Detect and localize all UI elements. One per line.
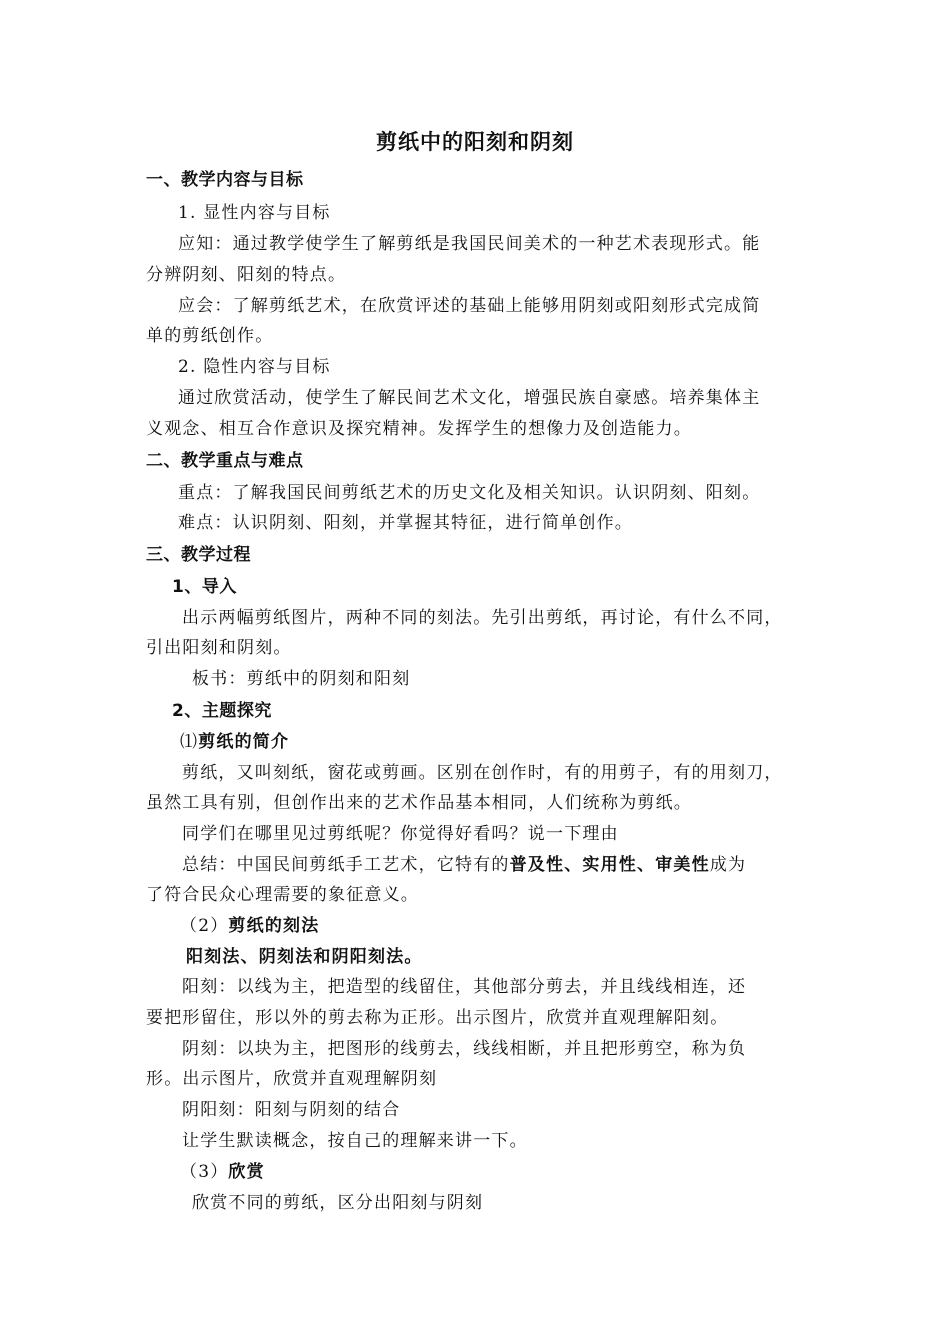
paragraph-intro-line1: 出示两幅剪纸图片，两种不同的刻法。先引出剪纸，再讨论，有什么不同，: [182, 608, 783, 628]
part-2-title: [180, 912, 840, 940]
paragraph-zhongdian: 重点：了解我国民间剪纸艺术的历史文化及相关知识。认识阴刻、阳刻。: [178, 483, 761, 503]
paragraph-summary-line1: [182, 851, 842, 879]
paragraph-question: 同学们在哪里见过剪纸呢？你觉得好看吗？说一下理由: [182, 824, 619, 844]
methods-heading: 阳刻法、阴刻法和阴阳刻法。: [186, 947, 423, 967]
part-3-title: [180, 1158, 840, 1186]
paragraph-hidden-line2: 义观念、相互合作意识及探究精神。发挥学生的想像力及创造能力。: [146, 419, 692, 439]
part-2-number: （2）: [180, 916, 229, 936]
part-1-title: [180, 728, 840, 756]
subsection-2-title: 2. 隐性内容与目标: [178, 357, 331, 377]
step-2-title: 2、主题探究: [172, 701, 272, 721]
part-3-label: 欣赏: [228, 1162, 265, 1182]
paragraph-yingzhi-line2: 分辨阴刻、阳刻的特点。: [146, 265, 347, 285]
subsection-1-title: 1. 显性内容与目标: [178, 203, 331, 223]
summary-text-pre: 总结：中国民间剪纸手工艺术，它特有的: [182, 855, 510, 875]
paragraph-read: 让学生默读概念，按自己的理解来讲一下。: [182, 1131, 528, 1151]
part-2-label: 剪纸的刻法: [228, 916, 320, 936]
paragraph-nandian: 难点：认识阴刻、阳刻，并掌握其特征，进行简单创作。: [178, 513, 633, 533]
part-3-number: （3）: [180, 1162, 229, 1182]
section-3-heading: 三、教学过程: [146, 545, 251, 565]
paragraph-yingzhi-line1: 应知：通过教学使学生了解剪纸是我国民间美术的一种艺术表现形式。能: [178, 234, 761, 254]
paragraph-jianjie-line1: 剪纸，又叫刻纸，窗花或剪画。区别在创作时，有的用剪子，有的用刻刀，: [182, 763, 783, 783]
section-2-heading: 二、教学重点与难点: [146, 451, 304, 471]
paragraph-hidden-line1: 通过欣赏活动，使学生了解民间艺术文化，增强民族自豪感。培养集体主: [178, 388, 761, 408]
section-1-heading: 一、教学内容与目标: [146, 170, 304, 190]
paragraph-jianjie-line2: 虽然工具有别，但创作出来的艺术作品基本相同，人们统称为剪纸。: [146, 793, 692, 813]
paragraph-intro-line2: 引出阳刻和阴刻。: [146, 638, 292, 658]
paragraph-appreciate: 欣赏不同的剪纸，区分出阳刻与阴刻: [192, 1193, 484, 1213]
paragraph-yinghui-line1: 应会：了解剪纸艺术，在欣赏评述的基础上能够用阴刻或阳刻形式完成简: [178, 296, 761, 316]
paragraph-yinyang: 阴阳刻：阳刻与阴刻的结合: [182, 1100, 401, 1120]
paragraph-summary-line2: 了符合民众心理需要的象征意义。: [146, 885, 419, 905]
summary-emphasis: 普及性、实用性、审美性: [509, 855, 710, 875]
paragraph-yinke-line2: 形。出示图片，欣赏并直观理解阴刻: [146, 1069, 438, 1089]
paragraph-yangke-line2: 要把形留住，形以外的剪去称为正形。出示图片，欣赏并直观理解阳刻。: [146, 1008, 729, 1028]
paragraph-yangke-line1: 阳刻：以线为主，把造型的线留住，其他部分剪去，并且线线相连，还: [182, 977, 747, 997]
board-writing: 板书：剪纸中的阴刻和阳刻: [192, 669, 411, 689]
part-1-number: ⑴: [180, 732, 199, 752]
paragraph-yinke-line1: 阴刻：以块为主，把图形的线剪去，线线相断，并且把形剪空，称为负: [182, 1039, 747, 1059]
step-1-title: 1、导入: [172, 577, 237, 597]
page-title: 剪纸中的阳刻和阴刻: [376, 130, 574, 154]
summary-text-post: 成为: [709, 855, 747, 875]
part-1-label: 剪纸的简介: [198, 732, 290, 752]
paragraph-yinghui-line2: 单的剪纸创作。: [146, 326, 274, 346]
